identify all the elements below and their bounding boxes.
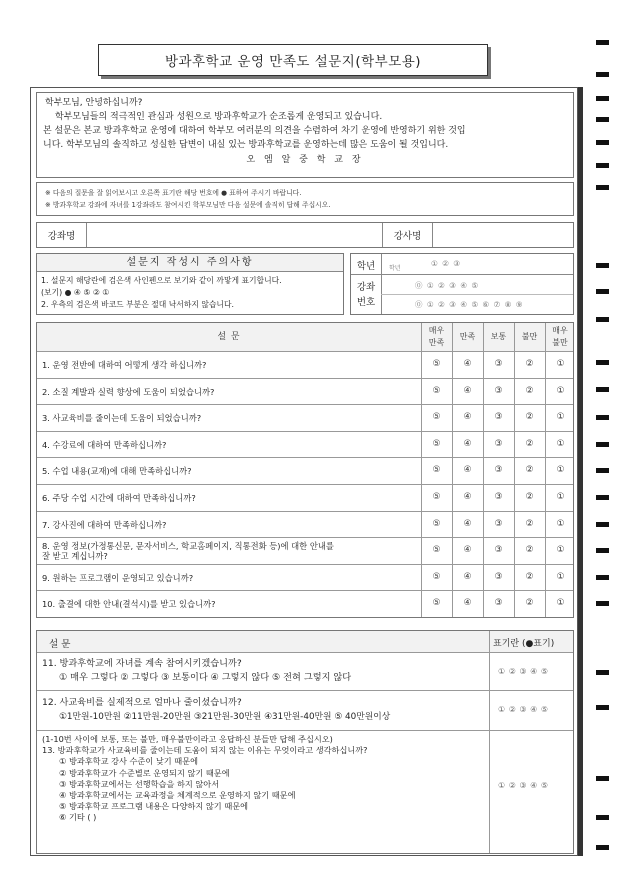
title-box [98,44,488,76]
answer-option[interactable]: ④ [463,359,472,369]
question-text: 3. 사교육비를 줄이는데 도움이 되었습니까? [42,413,202,424]
answer-option[interactable]: ③ [494,545,503,556]
question-11-options: ① 매우 그렇다 ② 그렇다 ③ 보통이다 ④ 그렇지 않다 ⑤ 전혀 그렇지 않다 [59,672,352,683]
instruction-line: ※ 방과후학교 강좌에 자녀를 1강좌라도 참여시킨 학부모님만 다음 설문에 솔직히 답해 주십시오. [45,201,331,209]
answer-option[interactable]: ④ [463,465,472,476]
answer-option[interactable]: ⑤ [432,438,441,449]
answer-option[interactable]: ⑤ [432,571,441,582]
question-text: 5. 수업 내용(교재)에 대해 만족하십니까? [42,466,192,477]
answer-option[interactable]: ① [556,492,565,502]
answer-option[interactable]: ① [556,412,565,423]
greeting-line: 본 설문은 본교 방과후학교 운영에 대하여 학부모 여러분의 의견을 수렴하여 차기 운영에 반영하기 위한 것입 [43,126,466,136]
teacher-name-field[interactable] [433,223,573,247]
question-11-row [37,653,573,691]
answer-option[interactable]: ② [525,598,534,609]
answer-option[interactable]: ④ [463,545,472,556]
notes-header: 설문지 작성시 주의사항 [37,254,343,272]
timing-mark [596,415,609,420]
timing-mark [596,96,609,101]
id-box [350,253,574,315]
answer-option[interactable]: ③ [494,492,503,502]
answer-option[interactable]: ⑤ [432,492,441,502]
header-option: 불만 [521,332,538,341]
table-row [37,485,573,512]
answer-option[interactable]: ③ [494,518,503,529]
timing-mark [596,670,609,675]
question-13-option: ⑤ 방과후학교 프로그램 내용은 다양하지 않기 때문에 [59,801,249,812]
course-name-field[interactable] [87,223,383,247]
grade-sub-label: 학년 [389,265,401,272]
table-header-row [37,323,573,352]
answer-option[interactable]: ① [556,545,565,556]
table-row [37,432,573,459]
question-13-note: (1-10번 사이에 보통, 또는 불만, 매우불만이라고 응답하신 분들만 답해 주십시오) [42,734,333,744]
timing-mark [596,495,609,500]
question-text: 4. 수강료에 대하여 만족하십니까? [42,439,167,450]
answer-option[interactable]: ③ [494,465,503,476]
header-option-line: 만족 [428,338,445,347]
question-12-answer[interactable]: ① ② ③ ④ ⑤ [498,705,549,714]
question-text: 6. 주당 수업 시간에 대하여 만족하십니까? [42,493,196,503]
answer-option[interactable]: ③ [494,385,503,396]
divider [381,294,573,295]
notes-line: 2. 우측의 검은색 바코드 부분은 절대 낙서하지 않습니다. [41,300,234,309]
teacher-name-label: 강사명 [383,223,433,247]
instruction-line: ※ 다음의 질문을 잘 읽어보시고 오른쪽 표기란 해당 번호에 ● 표하여 주시기 바랍니다. [45,189,302,197]
question-12-options: ①1만원-10만원 ②11만원-20만원 ③21만원-30만원 ④31만원-40만원 ⑤ 40만원이상 [59,712,391,722]
timing-mark [596,140,609,145]
question-text: 1. 운영 전반에 대하여 어떻게 생각 하십니까? [42,360,207,370]
answer-option[interactable]: ⑤ [432,598,441,609]
course-number-label: 번호 [356,297,376,308]
course-number-options-ones[interactable]: ⓪ ① ② ③ ④ ⑤ ⑥ ⑦ ⑧ ⑨ [415,300,524,309]
table-row [37,379,573,406]
notes-example: (보기) ● ④ ⑤ ② ① [41,288,110,297]
answer-option[interactable]: ① [556,598,565,609]
table-row [37,512,573,539]
question-text-line: 8. 운영 정보(가정통신문, 문자서비스, 학교홈페이지, 직통전화 등)에 대한 안내를 [42,541,334,552]
additional-questions [36,630,574,854]
timing-mark [596,263,609,268]
answer-option[interactable]: ② [525,385,534,396]
timing-mark [596,815,609,820]
answer-option[interactable]: ④ [463,518,472,529]
answer-option[interactable]: ② [525,438,534,449]
answer-option[interactable]: ⑤ [432,412,441,423]
header-question: 설 문 [217,332,241,342]
question-13-option: ② 방과후학교가 수준별로 운영되지 않기 때문에 [59,767,230,778]
timing-mark [596,317,609,322]
question-text: 7. 강사진에 대하여 만족하십니까? [42,519,167,530]
table-row [37,591,573,618]
header-option: 만족 [459,332,476,341]
answer-option[interactable]: ② [525,359,534,369]
grade-label: 학년 [356,261,376,272]
table-row [37,538,573,565]
question-13-answer[interactable]: ① ② ③ ④ ⑤ [498,781,549,790]
timing-mark [596,468,609,473]
timing-mark [596,522,609,527]
instructions-box [36,182,574,216]
timing-mark [596,575,609,580]
question-12-row [37,691,573,731]
answer-option[interactable]: ⑤ [432,385,441,396]
answer-option[interactable]: ① [556,518,565,529]
greeting-line: 학부모님들의 적극적인 관심과 성원으로 방과후학교가 순조롭게 운영되고 있습니다. [55,112,383,122]
greeting-box [36,92,574,178]
notes-line: 1. 설문지 해당란에 검은색 사인펜으로 보기와 같이 까맣게 표기합니다. [41,276,282,285]
header-option-line: 매우 [552,326,568,335]
timing-mark [596,387,609,392]
question-text: 2. 소질 계발과 실력 향상에 도움이 되었습니까? [42,386,215,397]
timing-mark [596,40,609,45]
course-number-label: 강좌 [356,282,376,293]
header-option [421,325,452,349]
satisfaction-table [36,322,574,618]
timing-mark [596,442,609,447]
answer-option[interactable]: ④ [463,598,472,609]
question-12-text: 12. 사교육비를 실제적으로 얼마나 줄이셨습니까? [42,697,242,708]
frame-side-bar [578,87,583,856]
timing-mark [596,185,609,190]
answer-option[interactable]: ④ [463,571,472,582]
answer-option[interactable]: ⑤ [432,518,441,529]
table-row [37,565,573,592]
course-number-options-tens[interactable]: ⓪ ① ② ③ ④ ⑤ [415,281,480,290]
answer-option[interactable]: ② [525,518,534,529]
answer-option[interactable]: ① [556,465,565,476]
table-row [37,458,573,485]
answer-option[interactable]: ① [556,438,565,449]
question-13-options [37,756,573,823]
question-text: 9. 원하는 프로그램이 운영되고 있습니까? [42,572,194,583]
answer-option[interactable]: ① [556,359,565,369]
answer-option[interactable]: ② [525,545,534,556]
answer-option[interactable]: ③ [494,598,503,609]
timing-mark [596,601,609,606]
greeting-hello: 학부모님, 안녕하십니까? [45,98,143,108]
question-11-text: 11. 방과후학교에 자녀를 계속 참여시키겠습니까? [42,658,242,669]
answer-option[interactable]: ⑤ [432,545,441,556]
timing-mark [596,776,609,781]
timing-mark [596,705,609,710]
question-13-text: 13. 방과후학교가 사교육비를 줄이는데 도움이 되지 않는 이유는 무엇이라고 생각하십니까? [42,745,368,756]
timing-mark [596,845,609,850]
divider [351,274,573,275]
answer-option[interactable]: ② [525,412,534,423]
answer-option[interactable]: ② [525,571,534,582]
question-13-row [37,731,573,853]
question-text-line: 잘 받고 계십니까? [42,551,108,562]
timing-mark [596,117,609,122]
header-option-line: 매우 [428,326,445,335]
grade-options[interactable]: ① ② ③ [431,259,461,268]
timing-mark [596,72,609,77]
answer-option[interactable]: ① [556,385,565,396]
answer-option[interactable]: ④ [463,438,472,449]
course-name-label: 강좌명 [37,223,87,247]
answer-option[interactable]: ② [525,492,534,502]
question-13-option: ③ 방과후학교에서는 선행학습을 하지 않아서 [59,778,220,789]
divider [381,254,382,314]
answer-option[interactable]: ③ [494,438,503,449]
notes-box [36,253,344,315]
answer-option[interactable]: ② [525,465,534,476]
timing-mark [596,289,609,294]
timing-mark [596,360,609,365]
header-option: 보통 [490,332,507,341]
lower-header-question: 설 문 [49,639,71,650]
timing-mark [596,163,609,168]
answer-option[interactable]: ① [556,571,565,582]
greeting-line: 니다. 학부모님의 솔직하고 성실한 답변이 내실 있는 방과후학교를 운영하는데 많은 도움이 될 것입니다. [43,140,449,150]
question-text: 10. 출결에 대한 안내(결석시)를 받고 있습니까? [42,599,216,610]
timing-mark [596,548,609,553]
answer-option[interactable]: ⑤ [432,465,441,476]
question-13-option: ④ 방과후학교에서는 교육과정을 체계적으로 운영하지 않기 때문에 [59,790,296,801]
answer-option[interactable]: ③ [494,412,503,423]
question-13-option: ⑥ 기타 ( ) [59,812,97,823]
header-option-line: 불만 [552,338,568,347]
header-option [545,325,575,349]
page-title: 방과후학교 운영 만족도 설문지(학부모용) [164,54,422,70]
answer-option[interactable]: ④ [463,412,472,423]
answer-option[interactable]: ⑤ [432,359,441,369]
answer-option[interactable]: ③ [494,359,503,369]
answer-option[interactable]: ④ [463,492,472,502]
table-row [37,352,573,379]
lower-header-mark: 표기란 (●표기) [493,639,555,649]
question-13-option: ① 방과후학교 강사 수준이 낮기 때문에 [59,756,198,767]
greeting-signature: 오 엠 알 중 학 교 장 [246,155,364,165]
answer-option[interactable]: ④ [463,385,472,396]
lower-header-row [37,631,573,653]
question-11-answer[interactable]: ① ② ③ ④ ⑤ [498,667,549,676]
course-teacher-row [36,222,574,248]
table-row [37,405,573,432]
question-text [42,541,334,561]
answer-option[interactable]: ③ [494,571,503,582]
